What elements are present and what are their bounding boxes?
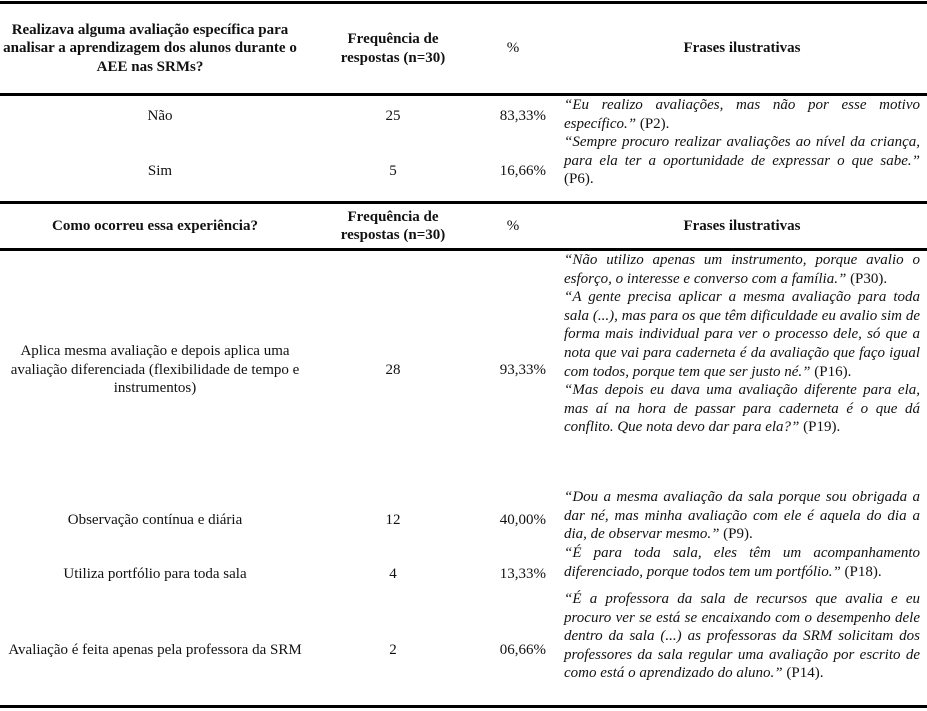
row-label: Observação contínua e diária (67, 511, 243, 528)
row-percent: 83,33% (499, 107, 546, 124)
quotes-cell (564, 251, 920, 437)
header-percent: % (506, 40, 520, 57)
row-frequency: 25 (385, 107, 401, 124)
quotes-cell (564, 544, 920, 581)
header-question-2: Como ocorreu essa experiência? (52, 217, 258, 234)
quote: “Mas depois eu dava uma avaliação diferente para ela, mas aí na hora de passar para caderneta é o que dá conflito. Que nota devo dar para ela?” (P19). (564, 382, 920, 436)
row-label: Aplica mesma avaliação e depois aplica uma avaliação diferenciada (flexibilidade de tempo e instrumentos) (10, 343, 300, 397)
quote: “Dou a mesma avaliação da sala porque sou obrigada a dar né, mas minha avaliação com ele é aquela do dia a dia, de observar mesmo.” (P9). (564, 489, 920, 543)
quote: “A gente precisa aplicar a mesma avaliação para toda sala (...), mas para os que têm dificuldade eu avalio sim de forma mais individual para ver o processo dele, só que a nota que vai para caderneta é da avaliação que faço igual com todos, porque tem que ser justo né.” (P16). (564, 289, 920, 380)
table-rule (0, 705, 927, 708)
header-question-1: Realizava alguma avaliação específica para analisar a aprendizagem dos alunos durante o AEE nas SRMs? (3, 21, 297, 75)
quote: “Não utilizo apenas um instrumento, porque avalio o esforço, o interesse e converso com a família.” (P30). (564, 252, 920, 287)
row-percent: 16,66% (499, 162, 546, 179)
row-label: Sim (147, 162, 173, 179)
header-frequency: Frequência de respostas (n=30) (340, 31, 446, 66)
quote: “É a professora da sala de recursos que avalia e eu procuro ver se está se encaixando com o desempenho dele dentro da sala (...) as professoras da SRM solicitam dos professores da sala regular uma avaliação por escrito de como está o aprendizado do aluno.” (P14). (564, 591, 920, 682)
row-percent: 40,00% (499, 511, 546, 528)
quotes-cell (564, 96, 920, 189)
header-quotes: Frases ilustrativas (683, 217, 801, 234)
row-frequency: 28 (385, 361, 401, 378)
quotes-cell (564, 590, 920, 683)
row-percent: 06,66% (499, 641, 546, 658)
row-frequency: 5 (389, 162, 397, 179)
quote: “É para toda sala, eles têm um acompanhamento diferenciado, porque todos tem um portfólio.” (P18). (564, 545, 920, 580)
quote: “Eu realizo avaliações, mas não por esse motivo específico.” (P2). (564, 97, 920, 132)
row-label: Utiliza portfólio para toda sala (63, 565, 247, 582)
header-percent: % (506, 217, 520, 234)
header-frequency: Frequência de respostas (n=30) (340, 208, 446, 243)
quotes-cell (564, 488, 920, 544)
row-percent: 93,33% (499, 361, 546, 378)
row-label: Avaliação é feita apenas pela professora da SRM (8, 641, 302, 658)
row-label: Não (147, 107, 173, 124)
header-quotes: Frases ilustrativas (683, 40, 801, 57)
row-frequency: 12 (385, 511, 401, 528)
row-percent: 13,33% (499, 565, 546, 582)
row-frequency: 2 (389, 641, 397, 658)
row-frequency: 4 (389, 565, 397, 582)
quote: “Sempre procuro realizar avaliações ao nível da criança, para ela ter a oportunidade de expressar o que sabe.” (P6). (564, 134, 920, 188)
